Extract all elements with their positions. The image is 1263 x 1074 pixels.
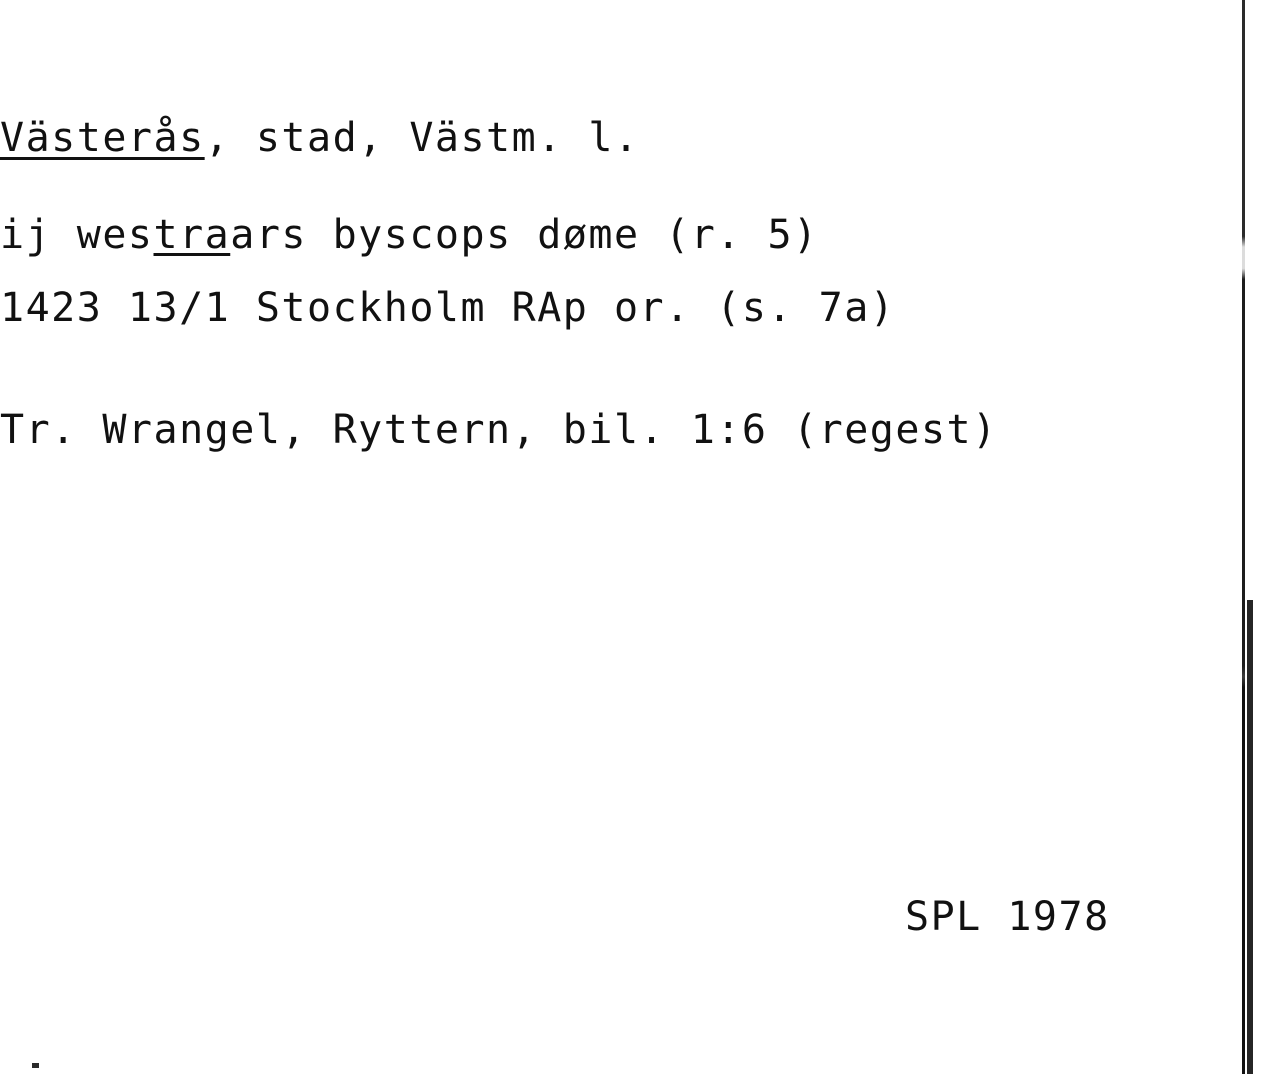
entry-line-1 [0, 212, 819, 258]
heading-qualifier: , stad, Västm. l. [204, 115, 640, 161]
entry-line-1-pre: ij wes [0, 212, 154, 258]
card-signature: SPL 1978 [905, 894, 1110, 940]
entry-line-1-post: ars byscops døme (r. 5) [230, 212, 819, 258]
entry-line-2: 1423 13/1 Stockholm RAp or. (s. 7a) [0, 285, 896, 331]
card-heading [0, 115, 640, 161]
entry-line-3: Tr. Wrangel, Ryttern, bil. 1:6 (regest) [0, 407, 998, 453]
heading-place-name: Västerås [0, 115, 205, 161]
entry-line-1-underlined: tra [153, 212, 231, 258]
